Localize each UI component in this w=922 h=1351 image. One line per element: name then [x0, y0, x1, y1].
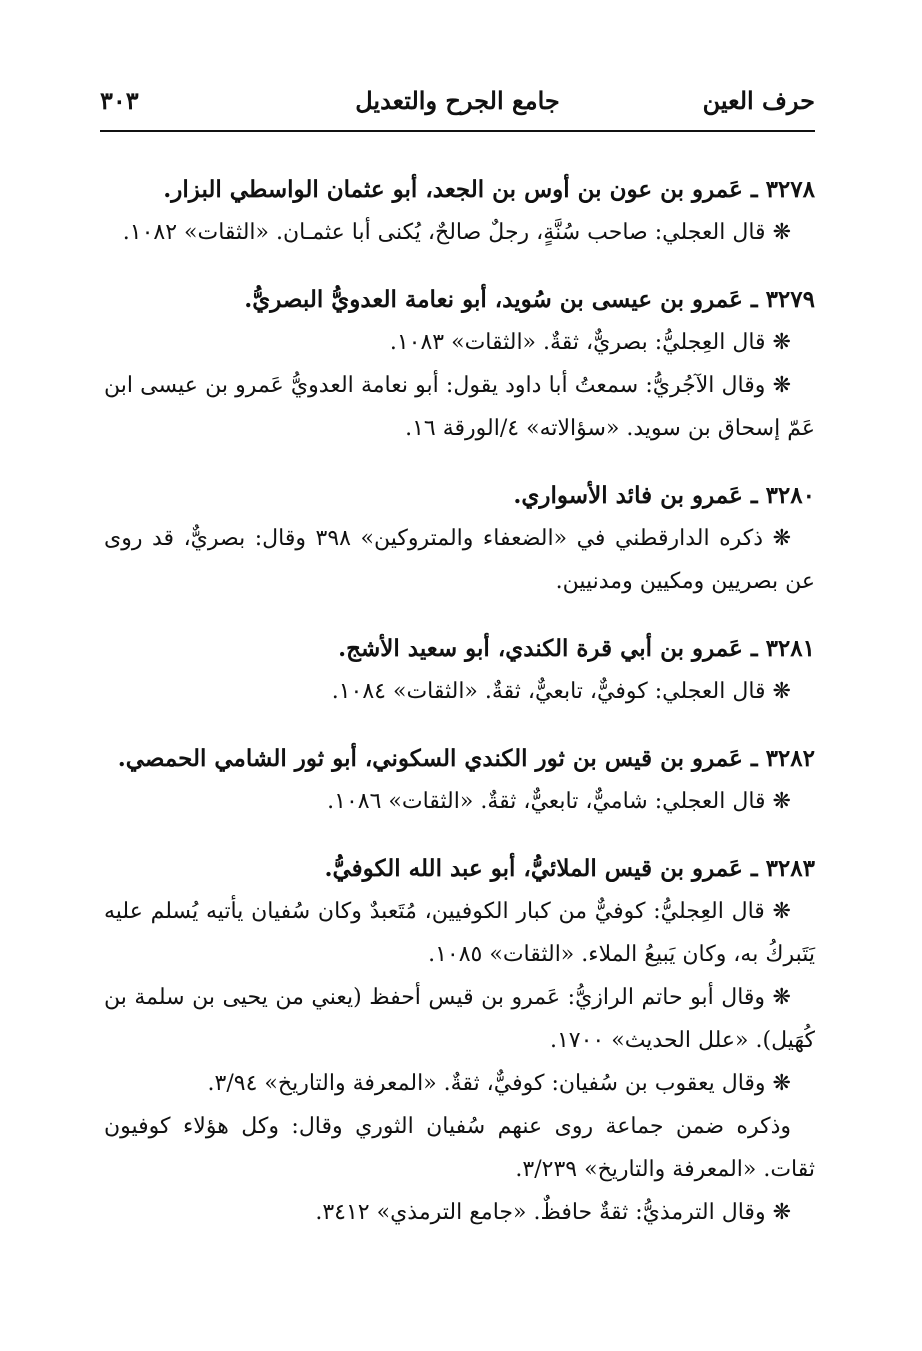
entry-title: ٣٢٨١ ـ عَمرو بن أبي قرة الكندي، أبو سعيد الأشج. [338, 635, 815, 662]
entry-paragraph: ❋ وقال أبو حاتم الرازيُّ: عَمرو بن قيس أحفظ (يعني من يحيى بن سلمة بن كُهَيل). «علل الحديث» ١٧٠٠. [104, 985, 815, 1053]
running-header [100, 86, 815, 126]
entry-3281 [104, 627, 815, 713]
entry-paragraph: ❋ قال العجلي: كوفيٌّ، تابعيٌّ، ثقةٌ. «الثقات» ١٠٨٤. [331, 679, 791, 704]
page-number: ٣٠٣ [100, 86, 139, 115]
entry-3282 [104, 737, 815, 823]
entry-paragraph: ❋ قال العِجليُّ: بصريٌّ، ثقةٌ. «الثقات» ١٠٨٣. [389, 330, 791, 355]
entry-paragraph: ❋ وقال يعقوب بن سُفيان: كوفيٌّ، ثقةٌ. «المعرفة والتاريخ» ٣/٩٤. [207, 1071, 791, 1096]
entry-title: ٣٢٨٣ ـ عَمرو بن قيس الملائيُّ، أبو عبد الله الكوفيُّ. [324, 855, 815, 882]
book-title: جامع الجرح والتعديل [355, 86, 560, 115]
entry-paragraph: وذكره ضمن جماعة روى عنهم سُفيان الثوري وقال: وكل هؤلاء كوفيون ثقات. «المعرفة والتاريخ» ٣/٢٣٩. [104, 1114, 815, 1182]
entry-paragraph: ❋ وقال الآجُريُّ: سمعتُ أبا داود يقول: أبو نعامة العدويُّ عَمرو بن عيسى ابن عَمّ إسحاق بن سويد. «سؤالاته» ٤/الورقة ١٦. [104, 373, 815, 441]
entry-paragraph: ❋ قال العجلي: شاميٌّ، تابعيٌّ، ثقةٌ. «الثقات» ١٠٨٦. [327, 789, 791, 814]
entry-3278 [104, 168, 815, 254]
entry-paragraph: ❋ ذكره الدارقطني في «الضعفاء والمتروكين» ٣٩٨ وقال: بصريٌّ، قد روى عن بصريين ومكيين ومدنيين. [104, 526, 815, 594]
entry-title: ٣٢٧٩ ـ عَمرو بن عيسى بن سُويد، أبو نعامة العدويُّ البصريُّ. [244, 286, 815, 313]
page-body [104, 168, 815, 1258]
entry-paragraph: ❋ وقال الترمذيُّ: ثقةٌ حافظٌ. «جامع الترمذي» ٣٤١٢. [315, 1200, 791, 1225]
entry-paragraph: ❋ قال العِجليُّ: كوفيٌّ من كبار الكوفيين، مُتَعبدٌ وكان سُفيان يأتيه يُسلم عليه يَتَبركُ به، وكان يَبيعُ الملاء. «الثقات» ١٠٨٥. [104, 899, 815, 967]
entry-3280 [104, 474, 815, 603]
entry-3279 [104, 278, 815, 450]
header-divider [100, 130, 815, 132]
entry-title: ٣٢٧٨ ـ عَمرو بن عون بن أوس بن الجعد، أبو عثمان الواسطي البزار. [163, 176, 815, 203]
entry-title: ٣٢٨٢ ـ عَمرو بن قيس بن ثور الكندي السكوني، أبو ثور الشامي الحمصي. [117, 745, 815, 772]
section-title: حرف العين [702, 86, 815, 115]
entry-paragraph: ❋ قال العجلي: صاحب سُنَّةٍ، رجلٌ صالحٌ، يُكنى أبا عثمـان. «الثقات» ١٠٨٢. [122, 220, 791, 245]
entry-3283 [104, 847, 815, 1234]
entry-title: ٣٢٨٠ ـ عَمرو بن فائد الأسواري. [513, 482, 815, 509]
